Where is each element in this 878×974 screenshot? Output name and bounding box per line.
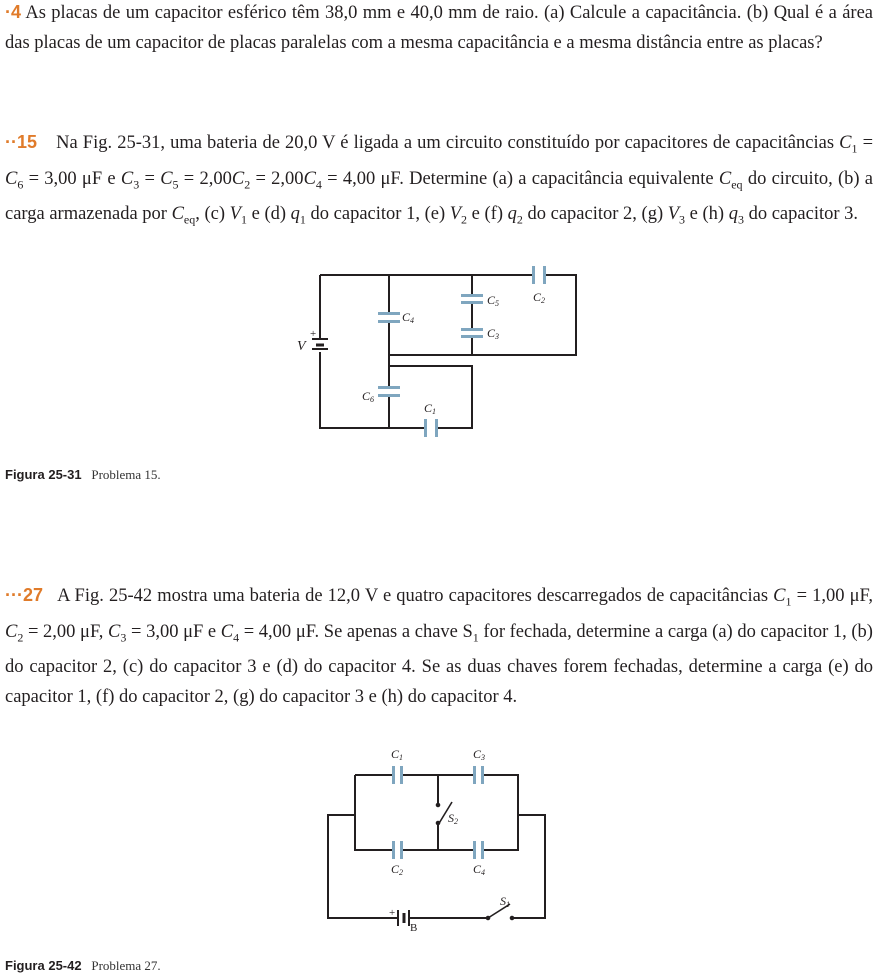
label-c3: C3 [487, 326, 500, 341]
figure-25-31-caption [5, 467, 161, 483]
capacitor-c3-icon [461, 328, 483, 331]
capacitor-plates [378, 266, 546, 437]
sym-c: C [5, 168, 18, 189]
p15-text-4: = 4,00 μF. Determine (a) a capacitância equivalente [321, 168, 719, 189]
sub: 3 [679, 213, 686, 228]
sym-c: C [303, 168, 316, 189]
sub: 6 [17, 177, 24, 192]
p15-e: e (h) [685, 204, 729, 225]
figure-25-42-circuit [0, 740, 878, 950]
p15-text-9: do capacitor 3. [743, 204, 859, 225]
sub: eq [731, 177, 743, 192]
label-s2: S2 [448, 811, 458, 826]
capacitor-c1-icon [424, 419, 427, 437]
sub: 1 [785, 594, 792, 609]
eq-sign: = [857, 133, 873, 153]
sym-c: C [160, 168, 173, 189]
sym-c: C [108, 621, 121, 642]
sym-c: C [773, 586, 786, 606]
sym-v: V [449, 204, 462, 225]
sub: 1 [299, 213, 306, 228]
p15-text-1: Na Fig. 25-31, uma bateria de 20,0 V é ligada a um circuito constituído por capacitores de capacitâncias [56, 133, 840, 153]
p27-text-5: = 4,00 μF. Se apenas a chave S [239, 621, 473, 642]
sub: 5 [172, 177, 179, 192]
problem-4-number: ·4 [5, 2, 22, 22]
caption-label: Figura 25-31 [5, 467, 82, 482]
p15-text-6: , (c) [195, 204, 230, 225]
sym-c: C [718, 168, 732, 189]
capacitor-c4-icon [473, 841, 476, 859]
sub: 2 [244, 177, 251, 192]
problem-15: ··15 Na Fig. 25-31, uma bateria de 20,0 V é ligada a um circuito constituído por capacitores de capacitâncias $C_1 = C_6 = 3,00$ μF e $C_3 = C_5 = 2,00C_2 = 2,00C_4 = 4,00$ μF. Determine (a) a capacitância equivalente $C_{eq}$ do circuito, (b) a carga armazenada por $C_{eq}$, (c) $V_1$ e (d) $q_1$ do capacitor 1, (e) $V_2$ e (f) $q_2$ do capacitor 2, (g) $V_3$ e (h) $q_3$ do capacitor 3. [5, 132, 874, 228]
p27-text-2: = 1,00 μF, [791, 586, 873, 606]
caption-label: Figura 25-42 [5, 958, 82, 973]
sub: 2 [461, 213, 468, 228]
capacitor-c1-icon [392, 766, 395, 784]
battery-label-v: V [297, 339, 306, 354]
label-c1: C1 [391, 747, 404, 762]
problem-4-text: As placas de um capacitor esférico têm 38,0 mm e 40,0 mm de raio. (a) Calcule a capacitância. (b) Qual é a área das placas de um capacitor de placas paralelas com a mesma capacitância e a mesma distância entre as placas? [5, 3, 873, 53]
capacitor-c4-icon [378, 312, 400, 315]
sub: 1 [240, 213, 247, 228]
sub: 4 [315, 177, 322, 192]
sym-c: C [839, 133, 852, 153]
sub: 2 [516, 213, 523, 228]
label-c6: C6 [362, 389, 375, 404]
sym-c: C [231, 168, 245, 189]
p15-text-3: = 2,00 [250, 168, 304, 189]
caption-text: Problema 15. [91, 467, 161, 482]
caption-text: Problema 27. [91, 958, 161, 973]
p27-text-1: A Fig. 25-42 mostra uma bateria de 12,0 V e quatro capacitores descarregados de capacitâncias [57, 586, 774, 606]
sym-q: q [290, 204, 300, 225]
eq-sign: = [139, 168, 161, 189]
label-s1: S1 [500, 894, 510, 909]
sym-c: C [220, 621, 234, 642]
label-c2: C2 [533, 290, 546, 305]
p15-text-7: do capacitor 1, (e) [305, 204, 450, 225]
sym-c: C [5, 621, 18, 642]
sub: 3 [737, 213, 744, 228]
p27-text-6: for fechada, determine a carga (a) do capacitor 1, (b) do capacitor 2, (c) do capacitor 3 e (d) do capacitor 4. Se as duas chaves forem fechadas, determine a carga (e) do capacitor 1, (f) do capacitor 2, (g) do capacitor 3 e (h) do capacitor 4. [5, 621, 873, 708]
sym-c: C [120, 168, 134, 189]
p15-e: e (d) [246, 204, 291, 225]
sym-c: C [171, 204, 184, 225]
label-c4: C4 [402, 310, 415, 325]
label-c1: C1 [424, 401, 437, 416]
sub: eq [183, 213, 196, 228]
sub: 1 [472, 630, 479, 645]
p15-e: e (f) [467, 204, 508, 225]
p27-text-4: = 3,00 μF e [126, 621, 221, 642]
battery-plus: + [310, 328, 317, 340]
p15-text-8: do capacitor 2, (g) [522, 204, 668, 225]
sym-v: V [229, 204, 241, 225]
battery-b-icon [398, 910, 409, 926]
problem-15-number: ··15 [5, 132, 38, 152]
sub: 3 [133, 177, 140, 192]
sym-q: q [728, 204, 738, 225]
capacitor-c6-icon [378, 386, 400, 389]
p15-text-5: do circuito, (b) a carga armazenada por [5, 168, 874, 225]
p27-text-3: = 2,00 μF, [23, 621, 109, 642]
figure-25-31-circuit [0, 255, 878, 455]
eq-sign: = [178, 168, 200, 189]
problem-27 [5, 580, 873, 712]
sub: 2 [17, 630, 24, 645]
label-c4: C4 [473, 862, 486, 877]
label-c2: C2 [391, 862, 404, 877]
problem-27-number: ···27 [5, 585, 44, 605]
battery-symbol [312, 339, 328, 349]
sub: 4 [233, 630, 240, 645]
capacitor-c2-icon [532, 266, 535, 284]
sym-q: q [507, 204, 517, 225]
sym-v: V [667, 204, 680, 225]
problem-4 [5, 0, 873, 58]
battery-plus: + [389, 907, 396, 919]
capacitor-c3-icon [473, 766, 476, 784]
p15-text-2: = 3,00 μF e [23, 168, 121, 189]
label-c3: C3 [473, 747, 486, 762]
sub: 3 [120, 630, 127, 645]
label-c5: C5 [487, 293, 500, 308]
label-b: B [410, 922, 418, 934]
capacitor-c5-icon [461, 294, 483, 297]
figure-25-42-caption [5, 958, 161, 974]
sub: 1 [851, 141, 858, 156]
capacitor-c2-icon [392, 841, 395, 859]
